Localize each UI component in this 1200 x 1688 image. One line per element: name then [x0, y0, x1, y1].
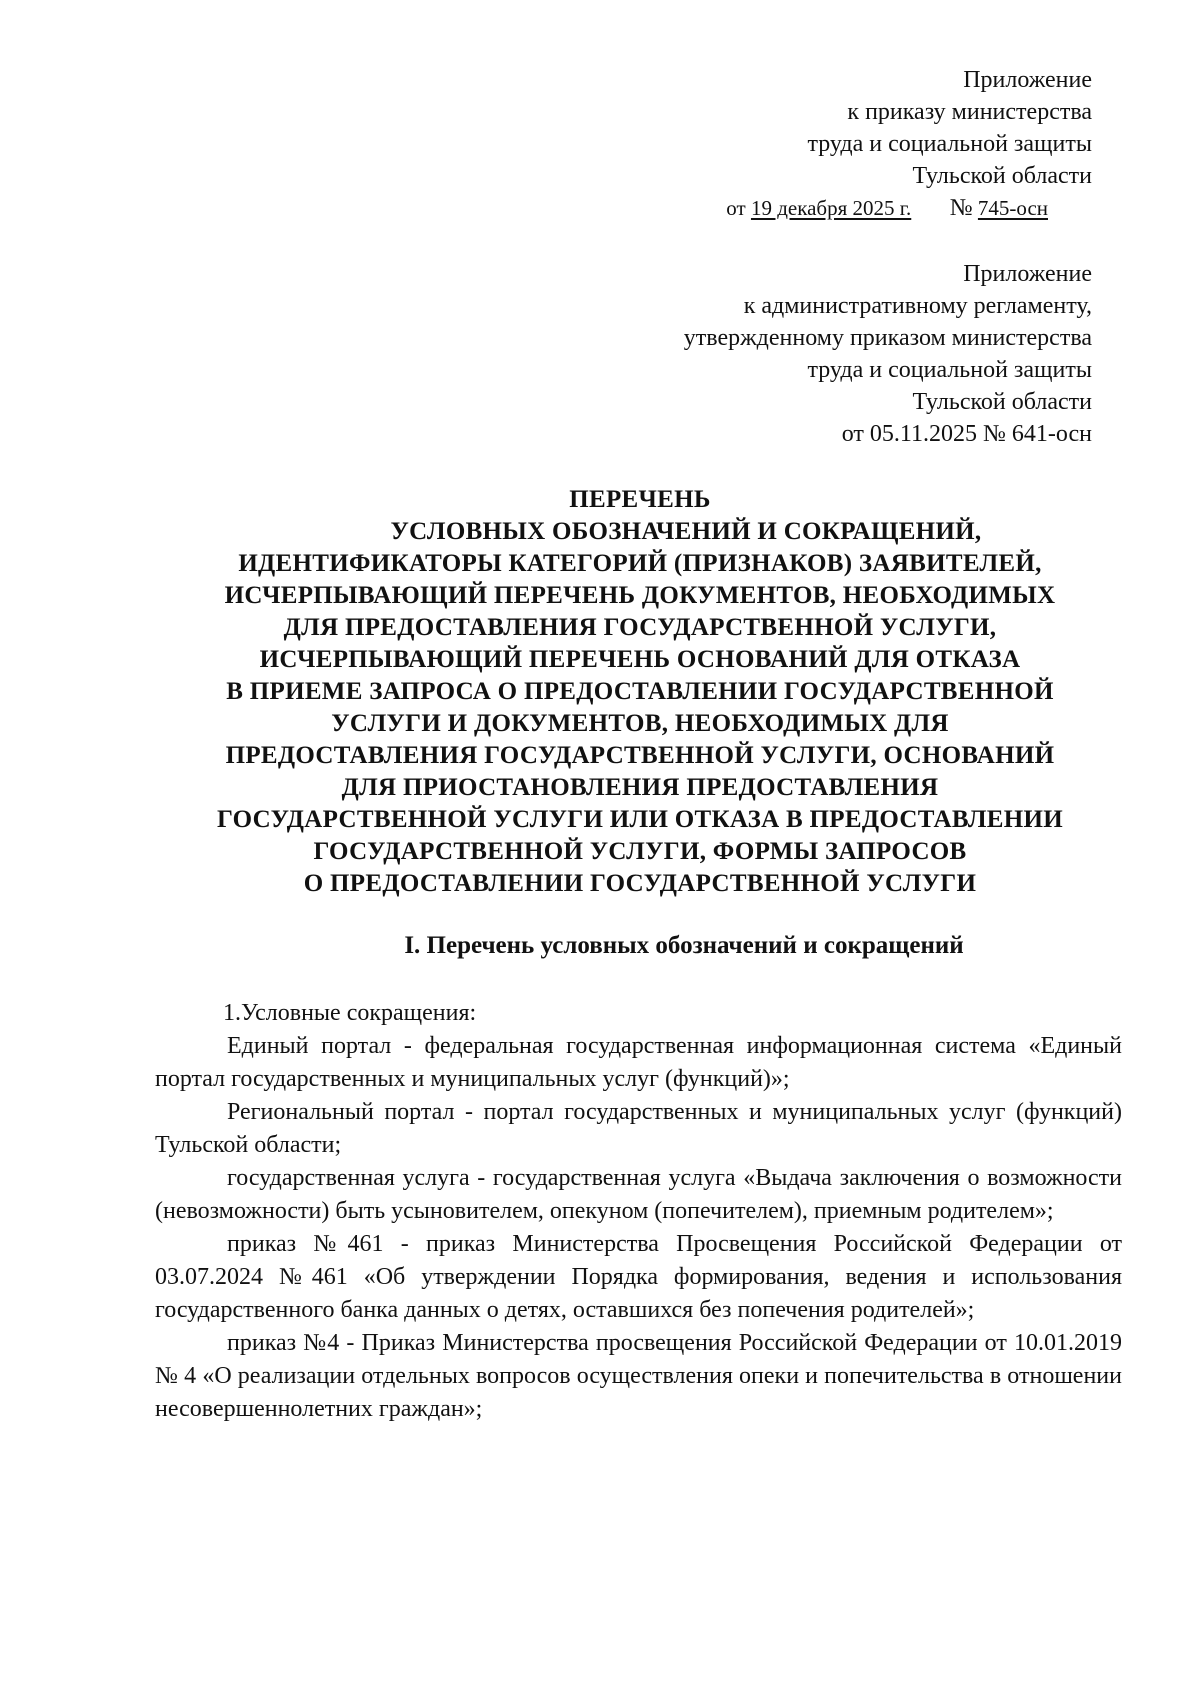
order-date: 19 декабря 2025 г.	[750, 196, 912, 220]
title-line: ДЛЯ ПРЕДОСТАВЛЕНИЯ ГОСУДАРСТВЕННОЙ УСЛУГИ,	[283, 614, 997, 641]
paragraph: приказ №4 - Приказ Министерства просвещения Российской Федерации от 10.01.2019 № 4 «О реализации отдельных вопросов осуществления опеки и попечительства в отношении несовершеннолетних граждан»;	[155, 1330, 1122, 1422]
paragraph: 1.Условные сокращения:	[223, 1000, 477, 1026]
order-approval-stamp	[726, 64, 1092, 224]
title-line: О ПРЕДОСТАВЛЕНИИ ГОСУДАРСТВЕННОЙ УСЛУГИ	[303, 870, 977, 897]
document-body	[155, 997, 1122, 1426]
stamp-line: Приложение	[963, 261, 1092, 287]
stamp-line: Приложение	[963, 67, 1092, 93]
date-prefix: от	[726, 196, 746, 220]
regulation-approval-stamp	[684, 258, 1092, 450]
title-line: ИСЧЕРПЫВАЮЩИЙ ПЕРЕЧЕНЬ ДОКУМЕНТОВ, НЕОБХОДИМЫХ	[224, 582, 1056, 609]
stamp-line: утвержденному приказом министерства	[683, 325, 1092, 351]
order-date-number-line	[726, 192, 1048, 224]
title-line: ДЛЯ ПРИОСТАНОВЛЕНИЯ ПРЕДОСТАВЛЕНИЯ	[341, 774, 939, 801]
stamp-line: Тульской области	[912, 389, 1092, 415]
title-line: УСЛОВНЫХ ОБОЗНАЧЕНИЙ И СОКРАЩЕНИЙ,	[390, 518, 982, 545]
title-line: УСЛУГИ И ДОКУМЕНТОВ, НЕОБХОДИМЫХ ДЛЯ	[331, 710, 949, 737]
title-line: ГОСУДАРСТВЕННОЙ УСЛУГИ ИЛИ ОТКАЗА В ПРЕДОСТАВЛЕНИИ	[217, 806, 1063, 833]
title-line: В ПРИЕМЕ ЗАПРОСА О ПРЕДОСТАВЛЕНИИ ГОСУДАРСТВЕННОЙ	[226, 678, 1054, 705]
section-heading-text: I. Перечень условных обозначений и сокращений	[404, 932, 964, 959]
stamp-line: труда и социальной защиты	[807, 357, 1092, 383]
paragraph: Региональный портал - портал государственных и муниципальных услуг (функций) Тульской области;	[155, 1099, 1122, 1158]
title-line: ИСЧЕРПЫВАЮЩИЙ ПЕРЕЧЕНЬ ОСНОВАНИЙ ДЛЯ ОТКАЗА	[259, 646, 1021, 673]
stamp-line: к приказу министерства	[847, 99, 1092, 125]
title-line: ГОСУДАРСТВЕННОЙ УСЛУГИ, ФОРМЫ ЗАПРОСОВ	[313, 838, 967, 865]
stamp-line: от 05.11.2025 № 641-осн	[841, 421, 1092, 447]
stamp-line: к административному регламенту,	[743, 293, 1092, 319]
document-title	[160, 484, 1120, 900]
paragraph: государственная услуга - государственная услуга «Выдача заключения о возможности (невозможности) быть усыновителем, опекуном (попечителем), приемным родителем»;	[155, 1165, 1122, 1224]
stamp-line: Тульской области	[912, 163, 1092, 189]
title-line: ПРЕДОСТАВЛЕНИЯ ГОСУДАРСТВЕННОЙ УСЛУГИ, ОСНОВАНИЙ	[225, 742, 1055, 769]
paragraph: Единый портал - федеральная государственная информационная система «Единый портал государственных и муниципальных услуг (функций)»;	[155, 1033, 1122, 1092]
section-heading	[160, 930, 1120, 962]
number-prefix: №	[949, 195, 973, 221]
title-line: ПЕРЕЧЕНЬ	[569, 486, 711, 513]
title-line: ИДЕНТИФИКАТОРЫ КАТЕГОРИЙ (ПРИЗНАКОВ) ЗАЯВИТЕЛЕЙ,	[238, 550, 1042, 577]
order-number: 745-осн	[977, 196, 1048, 220]
stamp-line: труда и социальной защиты	[807, 131, 1092, 157]
paragraph: приказ №461 - приказ Министерства Просвещения Российской Федерации от 03.07.2024 №461 «Об утверждении Порядка формирования, ведения и использования государственного банка данных о детях, оставшихся без попечения родителей»;	[155, 1231, 1122, 1323]
